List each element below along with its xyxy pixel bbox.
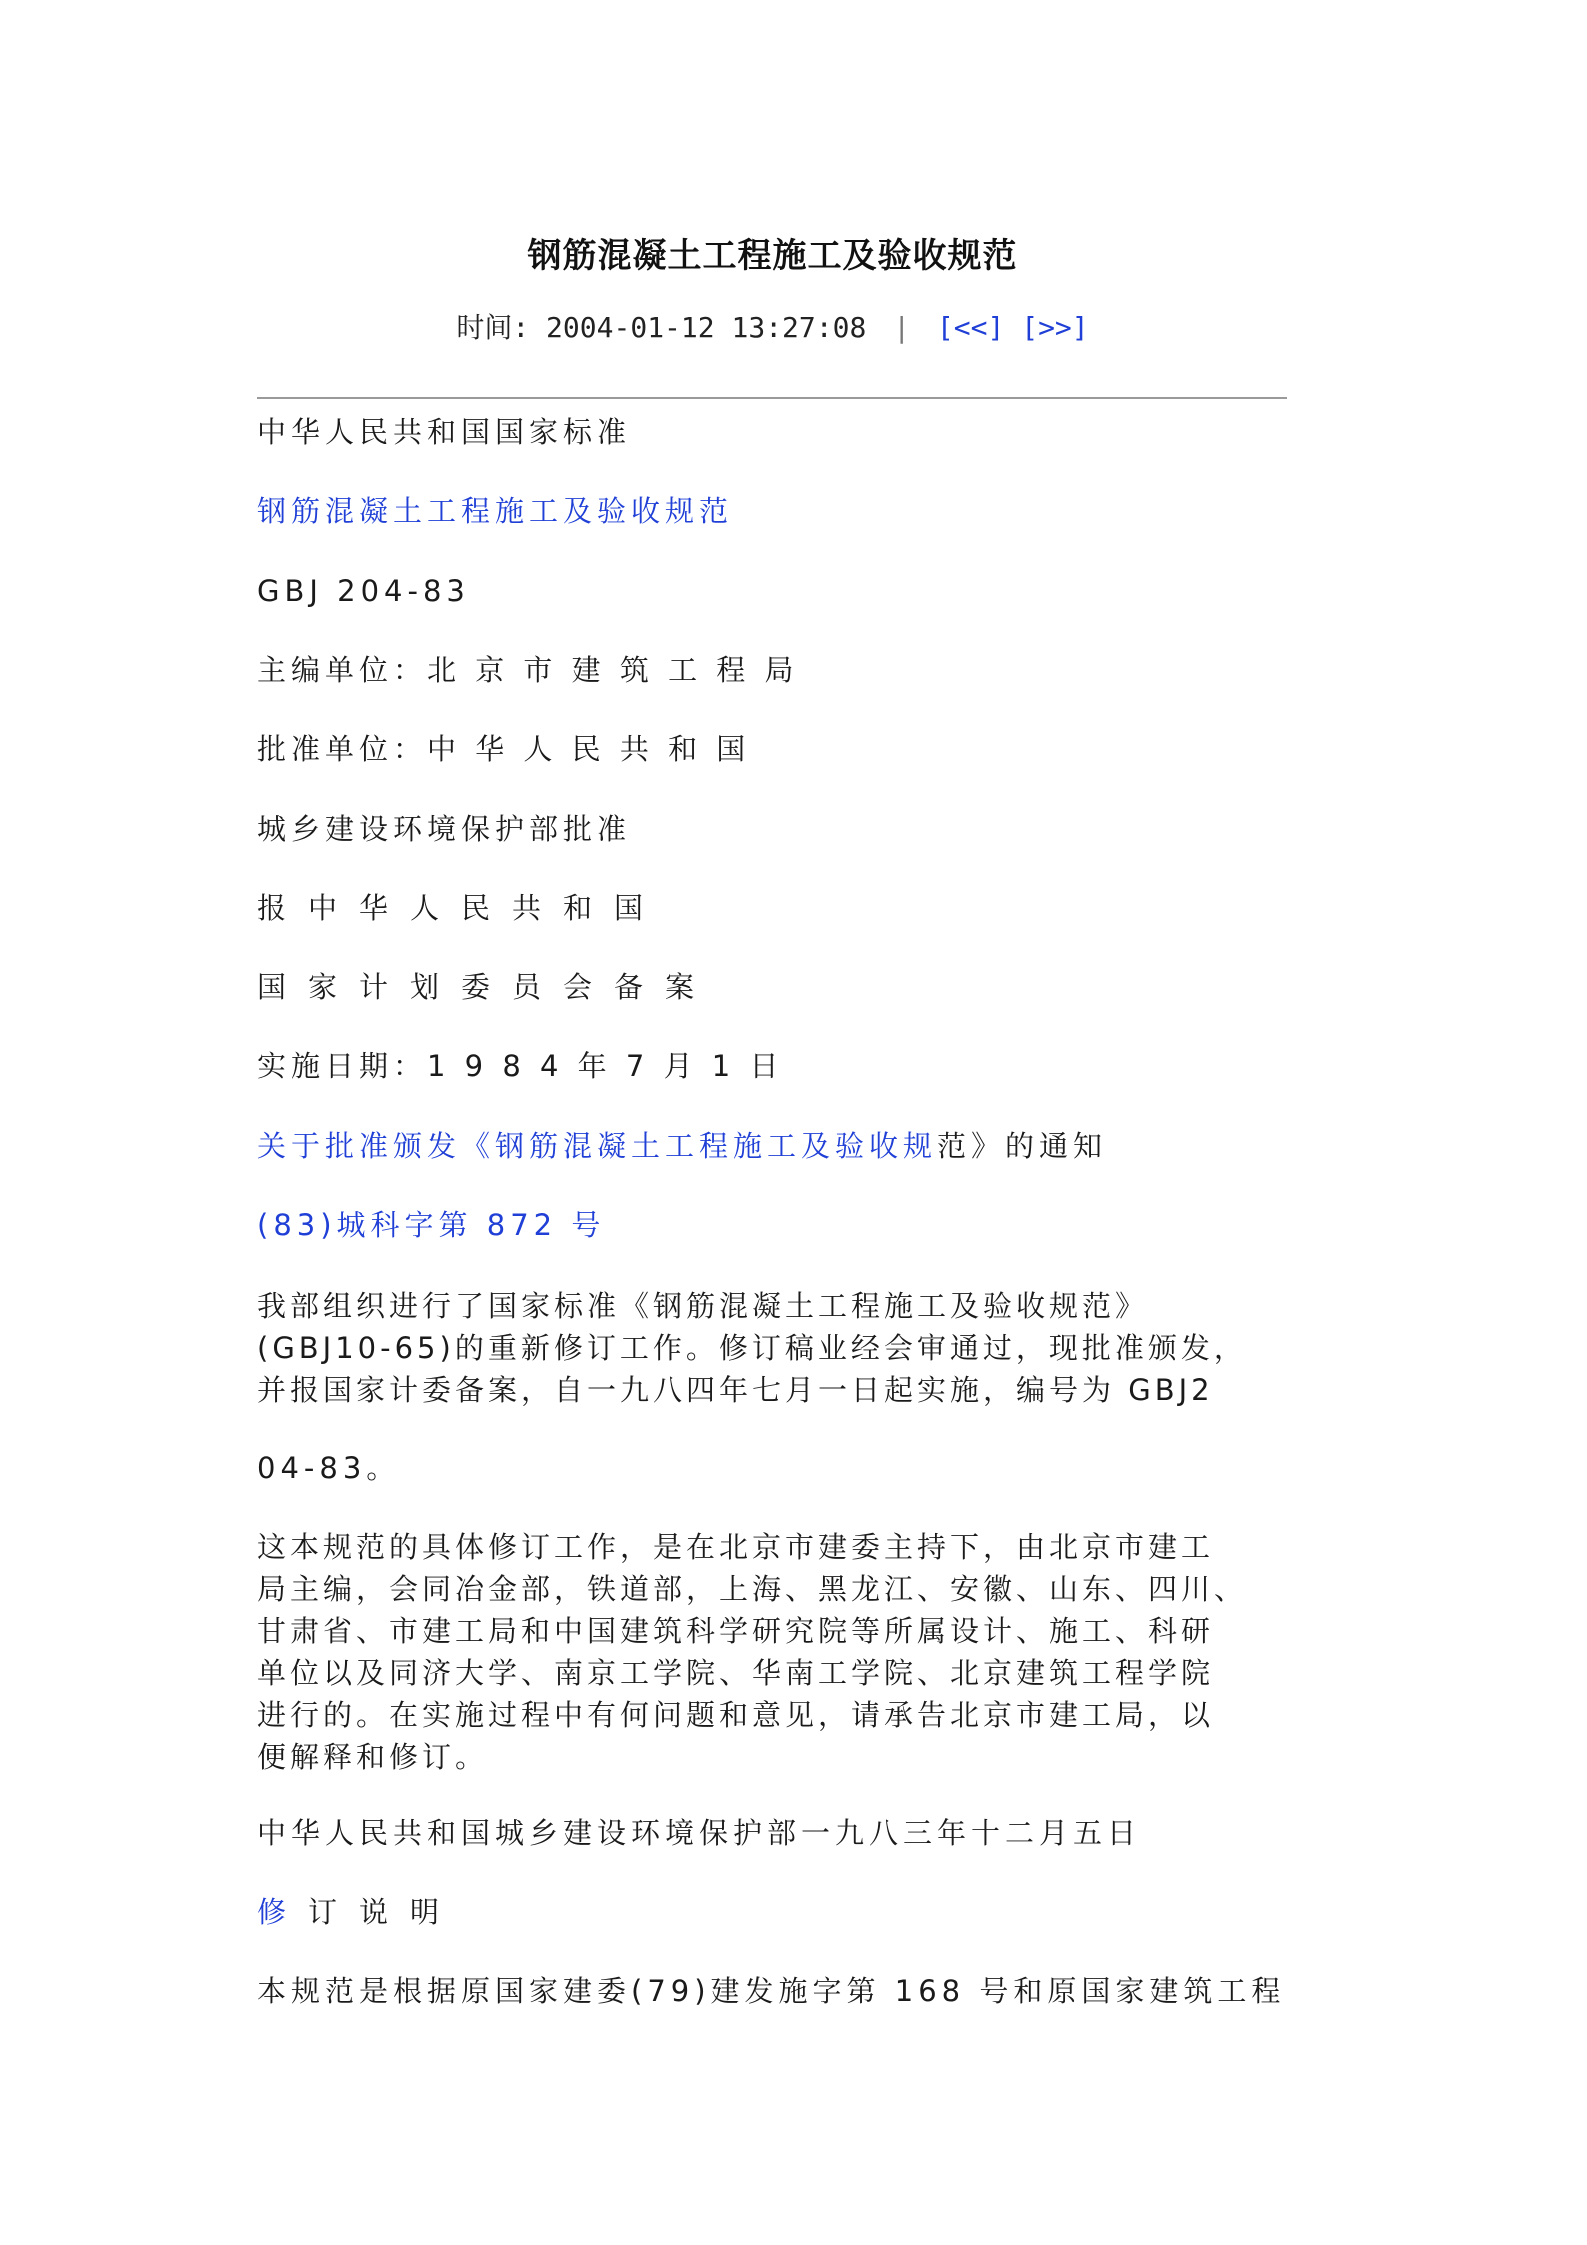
- paragraph-line: 这本规范的具体修订工作，是在北京市建委主持下，由北京市建工: [257, 1530, 1215, 1564]
- notice-title-link: 关于批准颁发《钢筋混凝土工程施工及验收规: [257, 1129, 938, 1163]
- next-article-link[interactable]: [>>]: [1021, 311, 1089, 344]
- revision-paragraph-start: 本规范是根据原国家建委(79)建发施字第 168 号和原国家建筑工程: [257, 1974, 1286, 2008]
- header-divider: [257, 397, 1287, 399]
- filing-line: 国家计划委员会备案: [257, 970, 717, 1004]
- paragraph-line: 便解释和修订。: [257, 1740, 489, 1774]
- code-continuation: 04-83。: [257, 1451, 401, 1485]
- time-value: 2004-01-12 13:27:08: [546, 311, 867, 344]
- time-label: 时间:: [456, 311, 530, 344]
- report-line: 报中华人民共和国: [257, 891, 666, 925]
- approval-ministry: 城乡建设环境保护部批准: [257, 812, 632, 846]
- paragraph-line: 并报国家计委备案，自一九八四年七月一日起实施，编号为 GBJ2: [257, 1373, 1214, 1407]
- notice-paragraph-1: [257, 1285, 1342, 1411]
- approval-unit: 批准单位：中 华 人 民 共 和 国: [257, 732, 751, 766]
- revision-heading-first: 修: [257, 1895, 309, 1929]
- paragraph-line: 单位以及同济大学、南京工学院、华南工学院、北京建筑工程学院: [257, 1656, 1215, 1690]
- issuer-date: 中华人民共和国城乡建设环境保护部一九八三年十二月五日: [257, 1816, 1142, 1850]
- standard-title: 钢筋混凝土工程施工及验收规范: [257, 494, 734, 528]
- standard-heading: 中华人民共和国国家标准: [257, 415, 632, 449]
- document-number: (83)城科字第 872 号: [257, 1208, 606, 1242]
- article-meta: [0, 306, 1545, 346]
- paragraph-line: 局主编，会同冶金部，铁道部，上海、黑龙江、安徽、山东、四川、: [257, 1572, 1248, 1606]
- notice-title: [257, 1126, 1107, 1166]
- paragraph-line: 甘肃省、市建工局和中国建筑科学研究院等所属设计、施工、科研: [257, 1614, 1215, 1648]
- notice-paragraph-2: [257, 1526, 1342, 1778]
- paragraph-line: (GBJ10-65)的重新修订工作。修订稿业经会审通过，现批准颁发，: [257, 1331, 1247, 1365]
- effective-date: 实施日期：1 9 8 4 年 7 月 1 日: [257, 1049, 784, 1083]
- page-title: 钢筋混凝土工程施工及验收规范: [527, 236, 1018, 276]
- paragraph-line: 进行的。在实施过程中有何问题和意见，请承告北京市建工局，以: [257, 1698, 1215, 1732]
- revision-heading-rest: 订说明: [308, 1895, 462, 1929]
- paragraph-line: 我部组织进行了国家标准《钢筋混凝土工程施工及验收规范》: [257, 1289, 1149, 1323]
- notice-title-tail: 范》的通知: [937, 1129, 1108, 1163]
- prev-article-link[interactable]: [<<]: [936, 311, 1005, 344]
- meta-separator: |: [893, 311, 911, 344]
- standard-code: GBJ 204-83: [257, 574, 470, 608]
- revision-heading: [257, 1892, 461, 1932]
- editor-unit: 主编单位：北 京 市 建 筑 工 程 局: [257, 653, 799, 687]
